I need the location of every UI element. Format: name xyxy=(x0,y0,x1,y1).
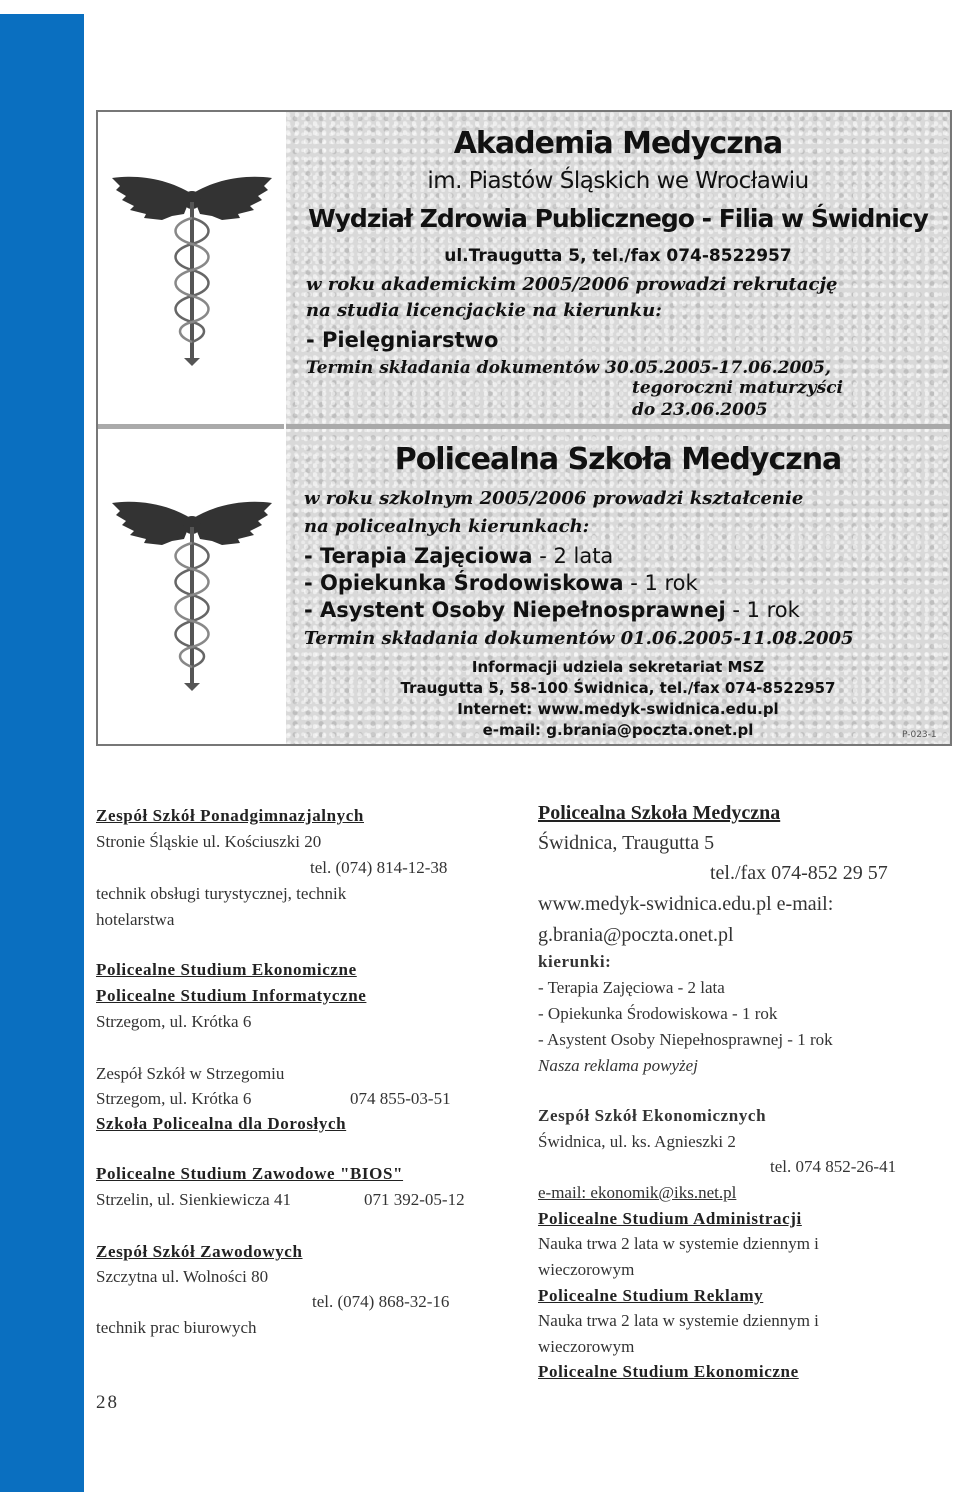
listing-heading: Policealne Studium Zawodowe "BIOS" xyxy=(96,1164,404,1183)
listing-phone: 071 392-05-12 xyxy=(364,1190,465,1209)
ad-course-name: - Asystent Osoby Niepełnosprawnej xyxy=(304,598,726,622)
ad-course-name: - Opiekunka Środowiskowa xyxy=(304,571,624,595)
ad-faculty: Wydział Zdrowia Publicznego - Filia w Świdnicy xyxy=(308,204,928,233)
ad-course-duration: - 1 rok xyxy=(725,598,800,622)
listing-heading: Zespół Szkół Zawodowych xyxy=(96,1242,303,1261)
ad-course-item xyxy=(304,598,800,623)
ad-top-address: ul.Traugutta 5, tel./fax 074-8522957 xyxy=(444,246,792,266)
listing-phone: tel./fax 074-852 29 57 xyxy=(710,862,888,884)
ad-top-deadline: do 23.06.2005 xyxy=(632,400,768,420)
ad-bottom-deadline: Termin składania dokumentów 01.06.2005-11.08.2005 xyxy=(304,628,854,649)
listing-heading: Szkoła Policealna dla Dorosłych xyxy=(96,1114,347,1133)
listing-text: wieczorowym xyxy=(538,1260,635,1279)
listing-address: Świdnica, Traugutta 5 xyxy=(538,832,715,854)
listing-address: Strzegom, ul. Krótka 6 xyxy=(96,1089,252,1108)
listing-address: Strzelin, ul. Sienkiewicza 41 xyxy=(96,1190,291,1209)
listing-heading: Policealne Studium Reklamy xyxy=(538,1286,764,1305)
listing-address: Strzegom, ul. Krótka 6 xyxy=(96,1012,252,1031)
ad-info-line: Internet: www.medyk-swidnica.edu.pl xyxy=(457,700,779,718)
listing-email: e-mail: ekonomik@iks.net.pl xyxy=(538,1183,737,1202)
listing-text: Nauka trwa 2 lata w systemie dziennym i xyxy=(538,1311,819,1330)
listing-heading: Policealna Szkoła Medyczna xyxy=(538,802,781,824)
ad-info-line: Informacji udziela sekretariat MSZ xyxy=(471,658,765,676)
blue-sidebar xyxy=(0,14,84,1492)
listing-heading: Zespół Szkół Ponadgimnazjalnych xyxy=(96,806,364,825)
listing-text: Zespół Szkół w Strzegomiu xyxy=(96,1064,285,1083)
listing-text: hotelarstwa xyxy=(96,910,175,929)
ad-course-item xyxy=(304,571,698,596)
listing-heading: Policealne Studium Ekonomiczne xyxy=(96,960,357,979)
listing-email: g.brania@poczta.onet.pl xyxy=(538,924,734,946)
ad-info-line: e-mail: g.brania@poczta.onet.pl xyxy=(482,721,754,739)
ad-logo-column xyxy=(98,112,284,744)
listing-address: Szczytna ul. Wolności 80 xyxy=(96,1267,269,1286)
ad-course-duration: - 2 lata xyxy=(532,544,614,568)
ad-code: P-023-1 xyxy=(902,730,937,740)
listing-phone: tel. (074) 814-12-38 xyxy=(310,858,448,877)
listing-heading: Policealne Studium Administracji xyxy=(538,1209,802,1228)
ad-info-line: Traugutta 5, 58-100 Świdnica, tel./fax 074-8522957 xyxy=(400,679,836,697)
ad-bottom-intro: na policealnych kierunkach: xyxy=(304,516,590,537)
ad-top-deadline: Termin składania dokumentów 30.05.2005-17.06.2005, xyxy=(306,358,831,378)
listing-text: Nauka trwa 2 lata w systemie dziennym i xyxy=(538,1234,819,1253)
listing-text: technik prac biurowych xyxy=(96,1318,257,1337)
advertisement-box xyxy=(96,110,952,746)
ad-top-intro: w roku akademickim 2005/2006 prowadzi rekrutację xyxy=(306,274,838,295)
listing-address: Świdnica, ul. ks. Agnieszki 2 xyxy=(538,1132,736,1151)
listing-note: Nasza reklama powyżej xyxy=(538,1056,698,1075)
caduceus-icon xyxy=(110,497,274,697)
listing-label: kierunki: xyxy=(538,952,612,971)
listing-heading: Policealne Studium Informatyczne xyxy=(96,986,367,1005)
ad-top-deadline: tegoroczni maturzyści xyxy=(632,378,844,398)
ad-bottom-title: Policealna Szkoła Medyczna xyxy=(394,442,842,477)
listing-text: technik obsługi turystycznej, technik xyxy=(96,884,347,903)
ad-course-name: - Terapia Zajęciowa xyxy=(304,544,533,568)
ad-course-duration: - 1 rok xyxy=(623,571,698,595)
ad-course: - Pielęgniarstwo xyxy=(306,328,499,352)
ad-top-subtitle: im. Piastów Śląskich we Wrocławiu xyxy=(427,168,809,194)
listing-heading: Policealne Studium Ekonomiczne xyxy=(538,1362,799,1381)
listing-text: wieczorowym xyxy=(538,1337,635,1356)
ad-top-intro: na studia licencjackie na kierunku: xyxy=(306,300,662,321)
caduceus-icon xyxy=(110,172,274,372)
listing-phone: tel. (074) 868-32-16 xyxy=(312,1292,450,1311)
listing-text: - Terapia Zajęciowa - 2 lata xyxy=(538,978,725,997)
ad-bottom-intro: w roku szkolnym 2005/2006 prowadzi kształcenie xyxy=(304,488,804,509)
ad-course-item xyxy=(304,544,613,569)
listing-address: Stronie Śląskie ul. Kościuszki 20 xyxy=(96,832,322,851)
listing-heading: Zespół Szkół Ekonomicznych xyxy=(538,1106,767,1125)
listing-phone: 074 855-03-51 xyxy=(350,1089,451,1108)
listing-text: - Asystent Osoby Niepełnosprawnej - 1 rok xyxy=(538,1030,833,1049)
listing-text: - Opiekunka Środowiskowa - 1 rok xyxy=(538,1004,778,1023)
left-listing-column xyxy=(96,806,496,1366)
page-number: 28 xyxy=(96,1392,119,1413)
ad-top-title: Akademia Medyczna xyxy=(453,126,783,161)
ad-panel-divider xyxy=(286,424,950,429)
listing-phone: tel. 074 852-26-41 xyxy=(770,1157,897,1176)
listing-website: www.medyk-swidnica.edu.pl e-mail: xyxy=(538,893,834,915)
right-listing-column xyxy=(538,800,938,1390)
ad-divider xyxy=(98,424,284,429)
